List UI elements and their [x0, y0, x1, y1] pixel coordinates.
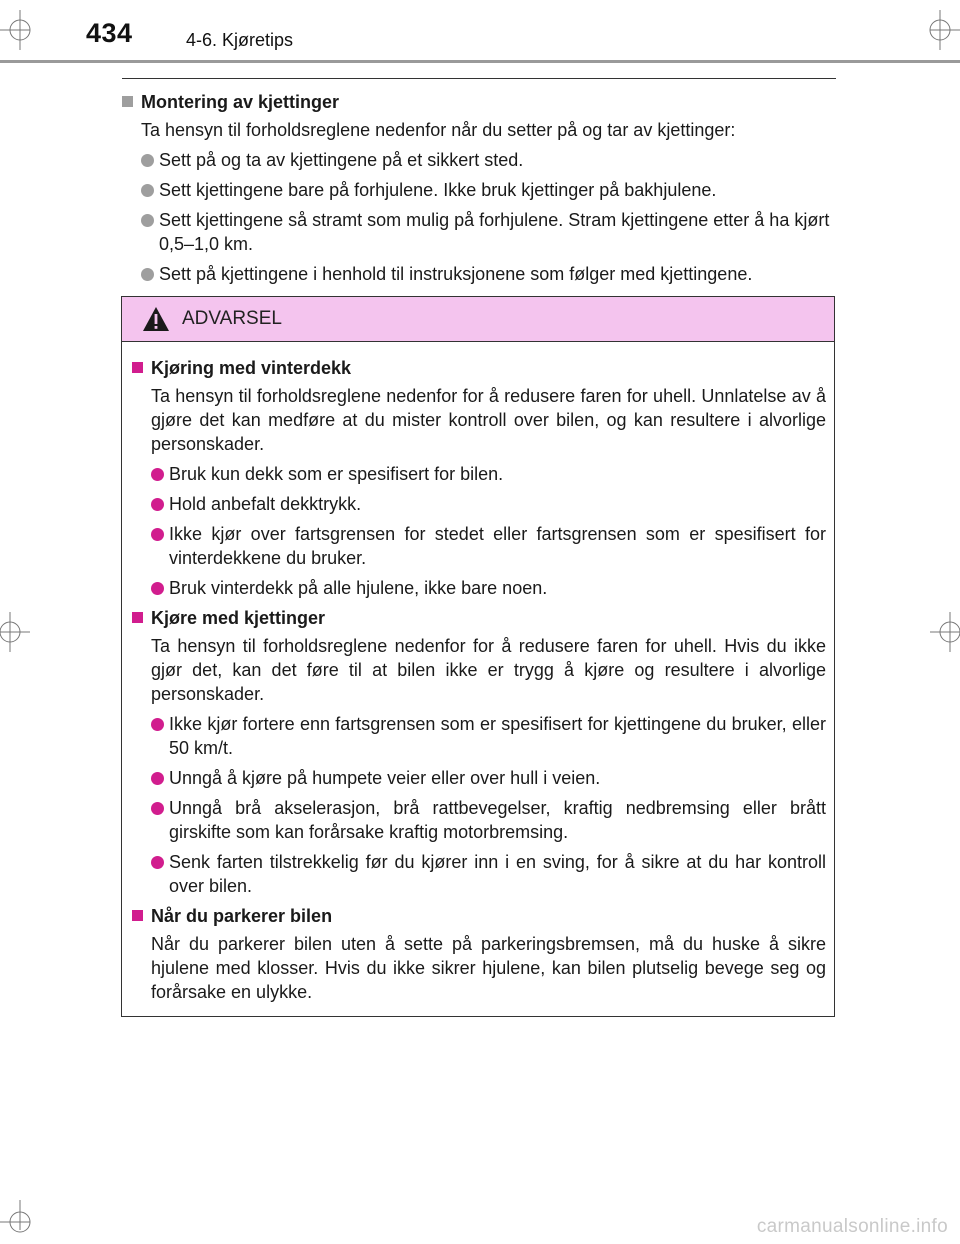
list-item: [151, 462, 826, 486]
square-bullet-icon: [132, 910, 143, 921]
warning-section-intro: Når du parkerer bilen uten å sette på parkeringsbremsen, må du huske å sikre hjulene med klosser. Hvis du ikke sikrer hjulene, kan bilen plutselig bevege seg og forårsake en ulykke.: [151, 934, 826, 1002]
list-item-text: Hold anbefalt dekktrykk.: [169, 494, 362, 514]
list-item: [151, 576, 826, 600]
header-rule: [0, 60, 960, 63]
list-item: [151, 796, 826, 844]
list-item-text: Bruk vinterdekk på alle hjulene, ikke bare noen.: [169, 578, 548, 598]
circle-bullet-icon: [151, 468, 164, 481]
list-item: [151, 492, 826, 516]
circle-bullet-icon: [151, 528, 164, 541]
list-item-text: Unngå brå akselerasjon, brå rattbevegelser, kraftig nedbremsing eller brått girskifte som kan forårsake kraftig motorbremsing.: [169, 798, 826, 842]
list-item: [141, 208, 836, 256]
warning-title: ADVARSEL: [182, 308, 282, 329]
circle-bullet-icon: [151, 802, 164, 815]
section-heading: [122, 90, 836, 114]
warning-section-winter-tires: [132, 356, 826, 600]
warning-triangle-icon: [142, 306, 170, 332]
square-bullet-icon: [122, 96, 133, 107]
page-number: 434: [86, 18, 133, 48]
crop-mark-mid-right: [930, 612, 960, 652]
square-bullet-icon: [132, 362, 143, 373]
circle-bullet-icon: [141, 268, 154, 281]
circle-bullet-icon: [141, 154, 154, 167]
list-item-text: Sett på og ta av kjettingene på et sikkert sted.: [159, 150, 524, 170]
square-bullet-icon: [132, 612, 143, 623]
list-item: [151, 766, 826, 790]
section-mounting-chains: [122, 90, 836, 292]
list-item: [141, 262, 836, 286]
warning-section-heading: [132, 606, 826, 630]
list-item-text: Ikke kjør over fartsgrensen for stedet eller fartsgrensen som er spesifisert for vinterdekkene du bruker.: [169, 524, 826, 568]
warning-section-driving-chains: [132, 606, 826, 898]
warning-section-parking: [132, 904, 826, 1004]
list-item-text: Senk farten tilstrekkelig før du kjører inn i en sving, for å sikre at du har kontroll over bilen.: [169, 852, 826, 896]
crop-mark-bottom-left: [0, 1200, 40, 1244]
list-item: [141, 178, 836, 202]
heading-text: Når du parkerer bilen: [151, 906, 333, 926]
warning-section-intro: Ta hensyn til forholdsreglene nedenfor for å redusere faren for uhell. Hvis du ikke gjør det, kan det føre til at bilen ikke er trygg å kjøre og resultere i alvorlige personskader.: [151, 636, 826, 704]
page-header: [0, 0, 960, 64]
list-item: [151, 522, 826, 570]
circle-bullet-icon: [151, 498, 164, 511]
section-rule: [122, 78, 836, 79]
section-intro: Ta hensyn til forholdsreglene nedenfor når du setter på og tar av kjettinger:: [141, 120, 736, 140]
list-item-text: Sett kjettingene så stramt som mulig på forhjulene. Stram kjettingene etter å ha kjørt 0,5–1,0 km.: [159, 210, 830, 254]
watermark-logo: carmanualsonline.info: [756, 1216, 948, 1237]
warning-box: [121, 296, 835, 1017]
heading-text: Kjøre med kjettinger: [151, 608, 326, 628]
circle-bullet-icon: [141, 184, 154, 197]
list-item: [141, 148, 836, 172]
circle-bullet-icon: [151, 856, 164, 869]
list-item: [151, 850, 826, 898]
heading-text: Montering av kjettinger: [141, 92, 340, 112]
circle-bullet-icon: [151, 582, 164, 595]
chapter-title: 4-6. Kjøretips: [186, 30, 294, 50]
heading-text: Kjøring med vinterdekk: [151, 358, 352, 378]
warning-header: [122, 297, 834, 342]
list-item-text: Unngå å kjøre på humpete veier eller over hull i veien.: [169, 768, 601, 788]
warning-section-intro: Ta hensyn til forholdsreglene nedenfor for å redusere faren for uhell. Unnlatelse av å gjøre det kan medføre at du mister kontroll over bilen, og kan resultere i alvorlige personskader.: [151, 386, 826, 454]
warning-body: [122, 342, 834, 1004]
list-item-text: Ikke kjør fortere enn fartsgrensen som er spesifisert for kjettingene du bruker, eller 50 km/t.: [169, 714, 826, 758]
crop-mark-mid-left: [0, 612, 30, 652]
warning-section-heading: [132, 356, 826, 380]
circle-bullet-icon: [151, 772, 164, 785]
list-item-text: Sett kjettingene bare på forhjulene. Ikke bruk kjettinger på bakhjulene.: [159, 180, 717, 200]
warning-section-heading: [132, 904, 826, 928]
list-item-text: Bruk kun dekk som er spesifisert for bilen.: [169, 464, 504, 484]
circle-bullet-icon: [151, 718, 164, 731]
circle-bullet-icon: [141, 214, 154, 227]
list-item-text: Sett på kjettingene i henhold til instruksjonene som følger med kjettingene.: [159, 264, 753, 284]
list-item: [151, 712, 826, 760]
